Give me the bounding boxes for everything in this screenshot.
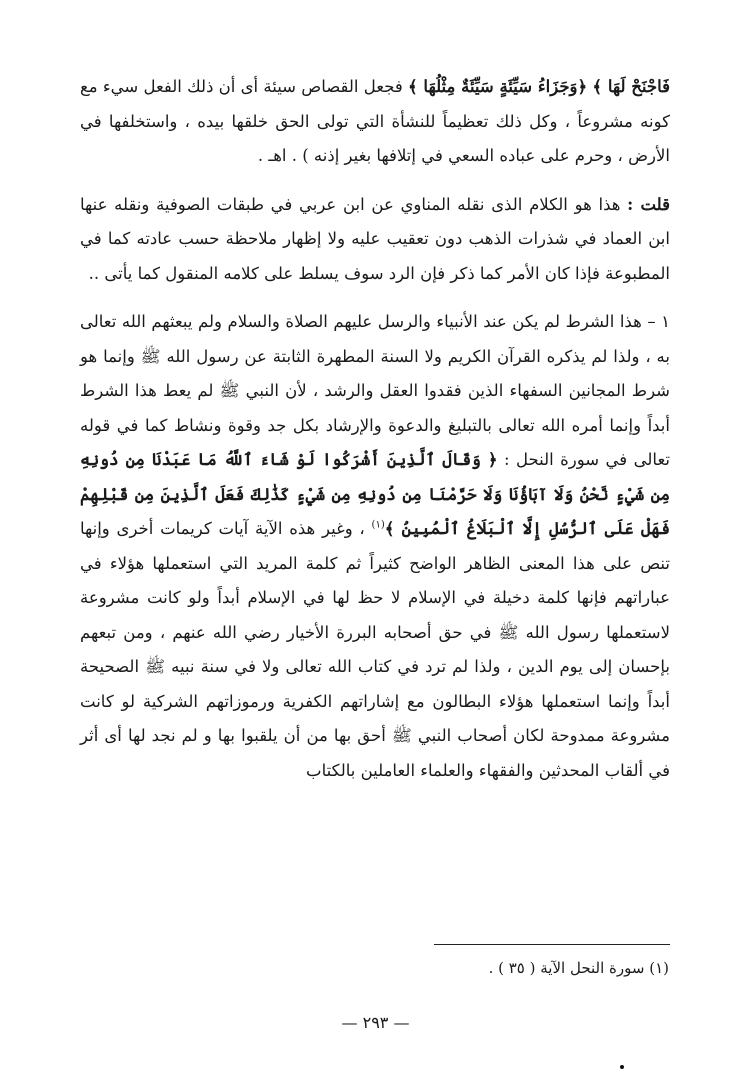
paragraph-3 [80,305,670,788]
paragraph-text: ١ – هذا الشرط لم يكن عند الأنبياء والرسل عليهم الصلاة والسلام ولم يبعثهم الله تعالى به ، ولذا لم يذكره القرآن الكريم ولا السنة المطهرة الثابتة عن رسول الله ﷺ وإنما هو شرط المجانين السفهاء الذين فقدوا العقل والرشد ، لأن النبي ﷺ لم يعط هذا الشرط أبداً وإنما أمره الله تعالى بالتبليغ والدعوة والإرشاد بكل جد وقوة ونشاط كما في قوله تعالى في سورة النحل : [80,312,670,469]
quran-verse: ﴿وَجَزَاءُ سَيِّئَةٍ سَيِّئَةٌ مِثْلُهَا ﴾ [408,77,588,96]
paragraph-text: فجعل القصاص سيئة أى أن ذلك الفعل سيء مع كونه مشروعاً ، وكل ذلك تعظيماً للنشأة التي تولى الحق خلقها بيده ، واستخلفها في الأرض ، وحرم على عباده السعي في إتلافها بغير إذنه ) . اهـ . [80,77,670,165]
quran-verse: ﴿ وَقَالَ ٱلَّذِينَ أَشْرَكُوا لَوْ شَاءَ ٱللَّهُ مَا عَبَدْنَا مِن دُونِهِ مِن شَيْءٍ نَّحْنُ وَلَا آبَاؤُنَا وَلَا حَرَّمْنَا مِن دُونِهِ مِن شَيْءٍ كَذَٰلِكَ فَعَلَ ٱلَّذِينَ مِن قَبْلِهِمْ فَهَلْ عَلَى ٱلرُّسُلِ إِلَّا ٱلْبَلَاغُ ٱلْمُبِينُ ﴾ [80,450,670,538]
quran-verse-fragment: فَاجْنَحْ لَهَا ﴾ [592,77,671,96]
paragraph-1 [80,70,670,174]
footnote-divider [434,944,670,945]
paragraph-text: ، وغير هذه الآية آيات كريمات أخرى وإنها تنص على هذا المعنى الظاهر الواضح كثيراً ثم كلمة المريد التي استعملها هؤلاء في عباراتهم فإنها كلمة دخيلة في الإسلام لا حظ لها في الإسلام أبداً ولو كانت مشروعة لاستعملها رسول الله ﷺ في حق أصحابه البررة الأخيار رضي الله عنهم ، ومن تبعهم بإحسان إلى يوم الدين ، ولذا لم ترد في كتاب الله تعالى ولا في سنة نبيه ﷺ الصحيحة أبداً وإنما استعملها هؤلاء البطالون مع إشاراتهم الكفرية ورموزاتهم الشركية لو كانت مشروعة ممدوحة لكان أصحاب النبي ﷺ أحق بها من أن يلقبوا بها و لم نجد لها أى أثر في ألقاب المحدثين والفقهاء والعلماء العاملين بالكتاب [80,519,670,780]
page-number: — ٢٩٣ — [341,1013,410,1032]
footnote-reference: (١) [371,519,385,531]
footnote: (١) سورة النحل الآية ( ٣٥ ) . [488,959,669,977]
ink-dot [620,1065,624,1069]
paragraph-text: هذا هو الكلام الذى نقله المناوي عن ابن عربي في طبقات الصوفية ونقله عنها ابن العماد في شذرات الذهب دون تعقيب عليه ولا إظهار ملاحظة حسب عادته كما في المطبوعة فإذا كان الأمر كما ذكر فإن الرد سوف يسلط على كلامه المنقول كما يأتى .. [80,194,670,283]
paragraph-lead: قلت : [627,194,670,214]
page-body [80,70,670,788]
paragraph-2 [80,188,670,292]
